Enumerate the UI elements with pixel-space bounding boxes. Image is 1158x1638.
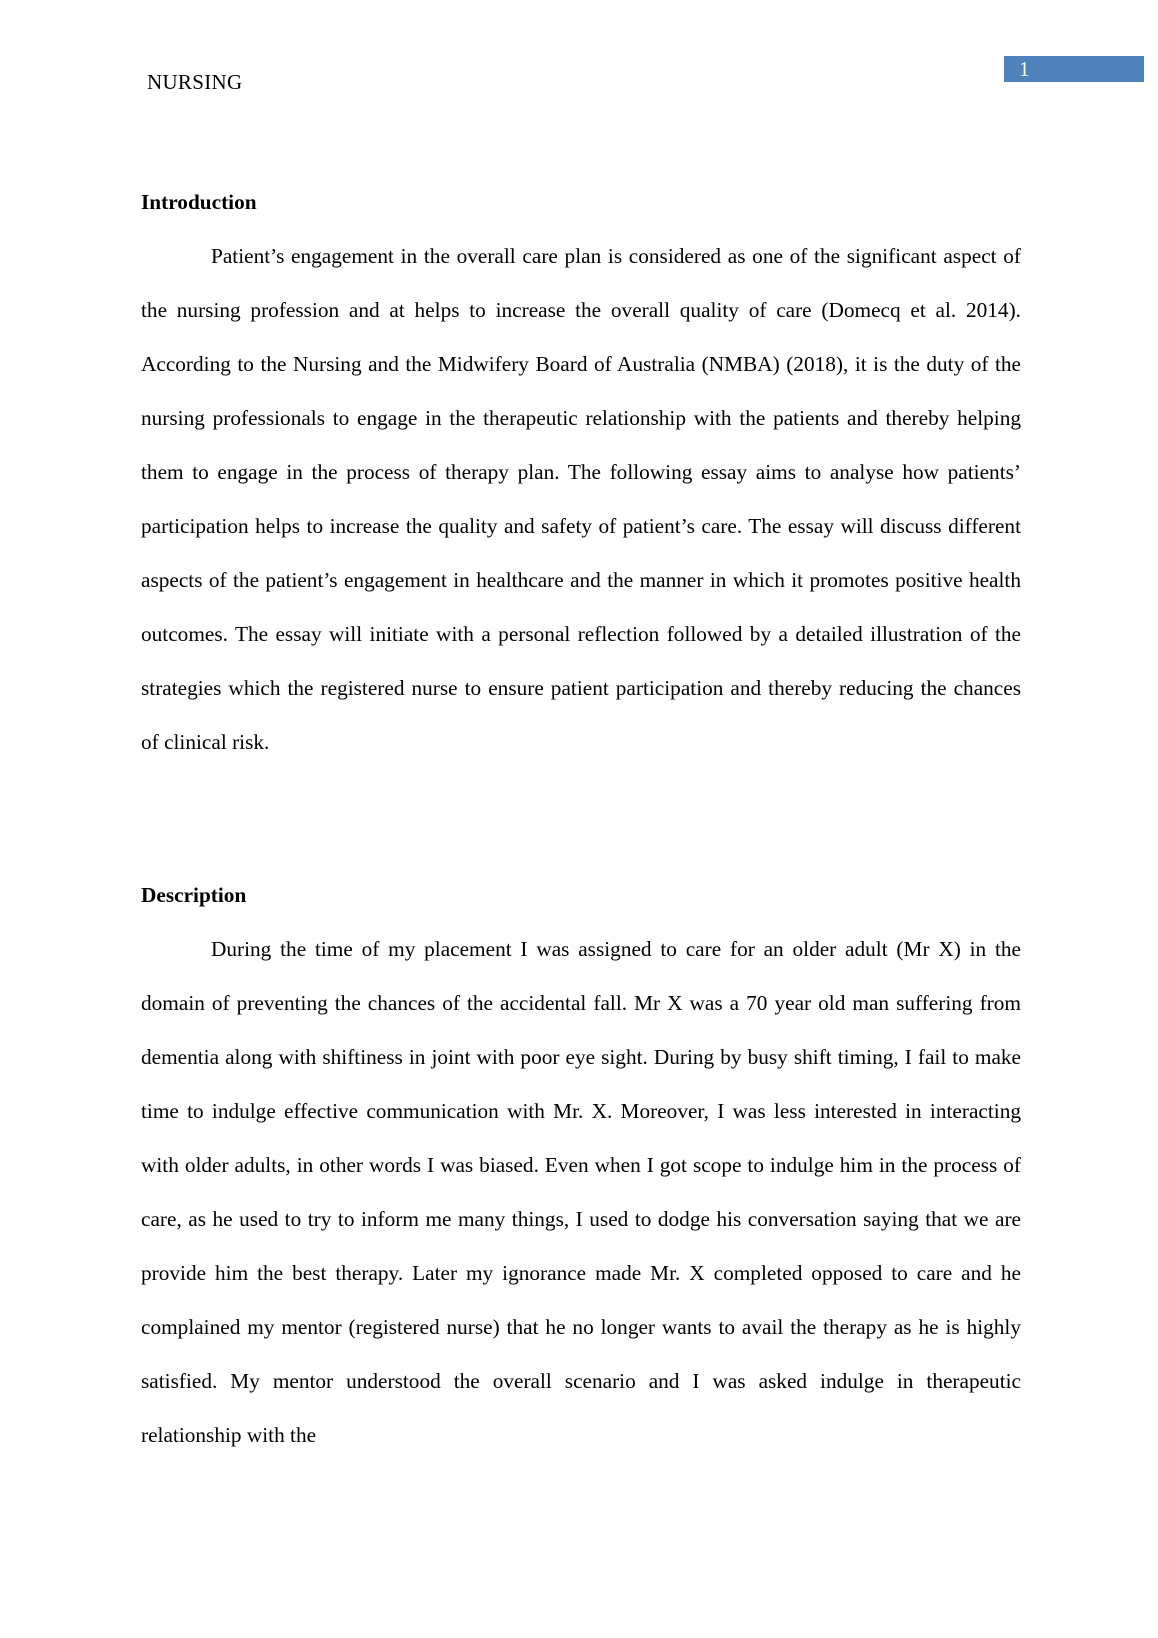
section-heading-introduction: Introduction [141,190,257,214]
section-body-description [141,922,1021,1462]
section-heading-description: Description [141,883,247,907]
section-body-introduction [141,229,1021,769]
running-head: NURSING [147,70,243,94]
paragraph-description: During the time of my placement I was assigned to care for an older adult (Mr X) in the domain of preventing the chances of the accidental fall. Mr X was a 70 year old man suffering from dementia along with shiftiness in joint with poor eye sight. During by busy shift timing, I fail to make time to indulge effective communication with Mr. X. Moreover, I was less interested in interacting with older adults, in other words I was biased. Even when I got scope to indulge him in the process of care, as he used to try to inform me many things, I used to dodge his conversation saying that we are provide him the best therapy. Later my ignorance made Mr. X completed opposed to care and he complained my mentor (registered nurse) that he no longer wants to avail the therapy as he is highly satisfied. My mentor understood the overall scenario and I was asked indulge in therapeutic relationship with the [141,937,1021,1447]
page-number-box [1004,56,1144,82]
paragraph-introduction: Patient’s engagement in the overall care plan is considered as one of the significant aspect of the nursing profession and at helps to increase the overall quality of care (Domecq et al. 2014). According to the Nursing and the Midwifery Board of Australia (NMBA) (2018), it is the duty of the nursing professionals to engage in the therapeutic relationship with the patients and thereby helping them to engage in the process of therapy plan. The following essay aims to analyse how patients’ participation helps to increase the quality and safety of patient’s care. The essay will discuss different aspects of the patient’s engagement in healthcare and the manner in which it promotes positive health outcomes. The essay will initiate with a personal reflection followed by a detailed illustration of the strategies which the registered nurse to ensure patient participation and thereby reducing the chances of clinical risk. [141,244,1021,754]
page-number: 1 [1019,57,1030,81]
